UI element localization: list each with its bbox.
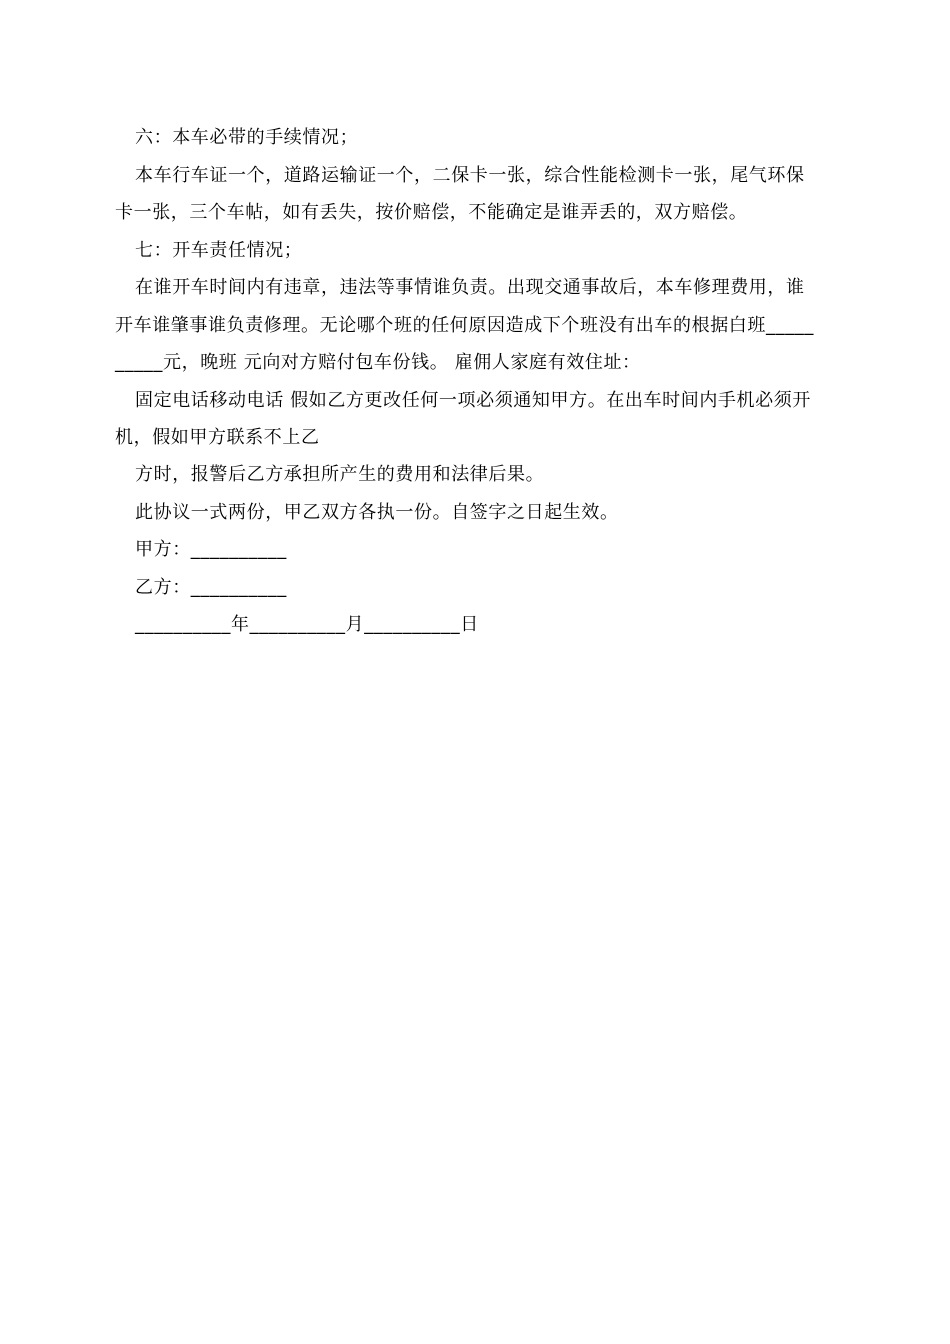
section-seven-body-line-2: 开车谁肇事谁负责修理。无论哪个班的任何原因造成下个班没有出车的根据白班_____ — [115, 315, 814, 336]
section-six-heading: 六：本车必带的手续情况； — [135, 127, 359, 148]
party-a-signature-line: 甲方：__________ — [135, 539, 287, 560]
contact-paragraph-line-3: 方时，报警后乙方承担所产生的费用和法律后果。 — [135, 464, 545, 485]
date-line: __________年__________月__________日 — [135, 614, 479, 635]
party-b-signature-line: 乙方：__________ — [135, 577, 287, 598]
contact-paragraph-line-2: 机，假如甲方联系不上乙 — [115, 427, 320, 448]
section-seven-body-line-1: 在谁开车时间内有违章，违法等事情谁负责。出现交通事故后，本车修理费用，谁 — [135, 277, 805, 298]
section-six-body-line-2: 卡一张，三个车帖，如有丢失，按价赔偿，不能确定是谁弄丢的，双方赔偿。 — [115, 202, 748, 223]
section-seven-heading: 七：开车责任情况； — [135, 240, 303, 261]
section-seven-body-line-3: _____元，晚班 元向对方赔付包车份钱。 雇佣人家庭有效住址： — [115, 352, 641, 373]
section-six-body-line-1: 本车行车证一个，道路运输证一个，二保卡一张，综合性能检测卡一张，尾气环保 — [135, 165, 805, 186]
contact-paragraph-line-1: 固定电话移动电话 假如乙方更改任何一项必须通知甲方。在出车时间内手机必须开 — [135, 390, 811, 411]
agreement-copies-statement: 此协议一式两份，甲乙双方各执一份。自签字之日起生效。 — [135, 502, 619, 523]
